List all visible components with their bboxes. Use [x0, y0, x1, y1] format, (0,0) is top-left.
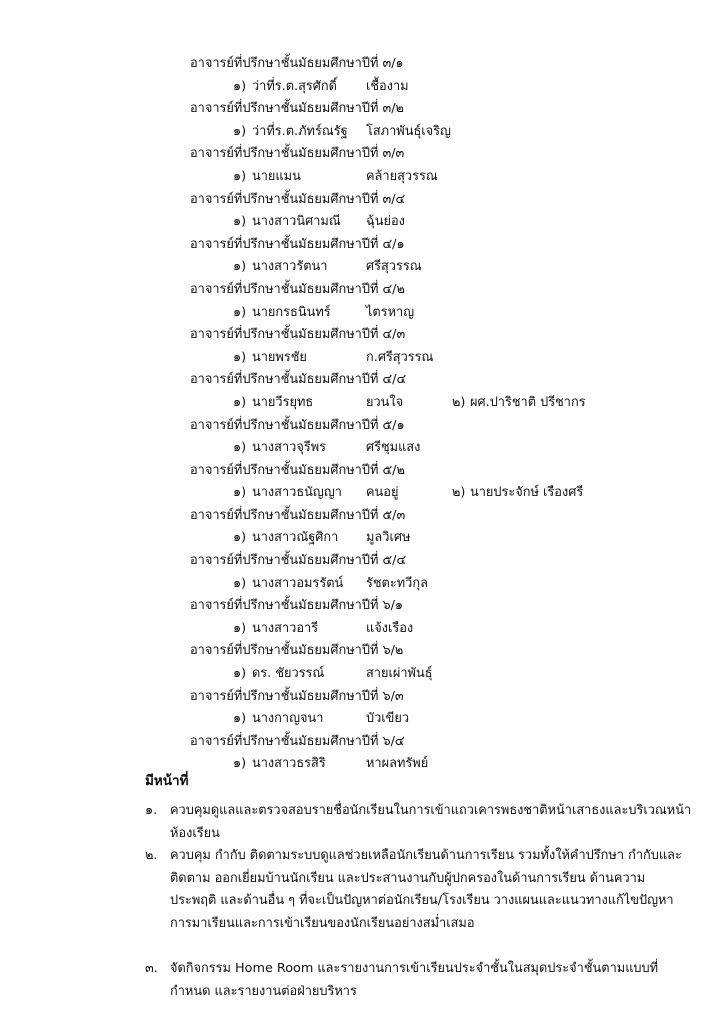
advisor-surname: รัชตะทวีกุล: [366, 575, 428, 591]
duty-line: ควบคุมดูแลและตรวจสอบรายชื่อนักเรียนในการเข้าแถวเคารพธงชาติหน้าเสาธงและบริเวณหน้า: [170, 803, 692, 818]
advisor-row: [0, 121, 724, 144]
advisor-name: นางสาวอารี: [252, 620, 319, 636]
advisor-name: นายพรชัย: [252, 349, 307, 365]
duty-line: จัดกิจกรรม Home Room และรายงานการเข้าเรียนประจำชั้นในสมุดประจำชั้นตามแบบที่: [170, 961, 659, 976]
advisor-name: นางสาวธนัญญา: [252, 485, 342, 501]
advisor-name: นางสาวรัตนา: [252, 259, 328, 275]
advisor-row: [0, 753, 724, 776]
duties-heading: มีหน้าที่: [145, 773, 189, 789]
advisor-number: ๑): [233, 440, 247, 456]
advisor-class-heading: อาจารย์ที่ปรึกษาชั้นมัธยมศึกษาปีที่ ๖/๒: [190, 643, 404, 659]
advisor-name: ว่าที่ร.ต.ภัทร์ณรัฐ: [252, 123, 348, 139]
advisor-surname: คล้ายสุวรรณ: [366, 168, 438, 184]
advisor-number: ๑): [233, 756, 247, 772]
duty-line: ประพฤติ และด้านอื่น ๆ ที่จะเป็นปัญหาต่อนักเรียน/โรงเรียน วางแผนและแนวทางแก้ไขปัญหา: [170, 893, 674, 909]
advisor-surname: บัวเขียว: [366, 711, 410, 727]
duty-number: ๓.: [145, 961, 158, 976]
advisor-class-heading: อาจารย์ที่ปรึกษาชั้นมัธยมศึกษาปีที่ ๖/๑: [190, 598, 404, 614]
advisor-number: ๑): [233, 620, 247, 636]
advisor-surname: หาผลทรัพย์: [366, 756, 429, 772]
duty-line: ควบคุม กำกับ ติดตามระบบดูแลช่วยเหลือนักเรียนด้านการเรียน รวมทั้งให้คำปรึกษา กำกับและ: [170, 848, 682, 863]
duty-text: [170, 958, 670, 1003]
advisor-row: [0, 663, 724, 686]
advisor-surname: โสภาพันธุ์เจริญ: [366, 123, 451, 139]
advisor-row: [0, 211, 724, 234]
advisor-number: ๑): [233, 530, 247, 546]
duty-line: การมาเรียนและการเข้าเรียนของนักเรียนอย่างสม่ำเสมอ: [170, 915, 475, 931]
advisor-name-2: นายประจักษ์ เรืองศรี: [470, 485, 584, 501]
advisor-class-heading: อาจารย์ที่ปรึกษาชั้นมัธยมศึกษาปีที่ ๓/๓: [190, 146, 405, 162]
duty-line: ติดตาม ออกเยี่ยมบ้านนักเรียน และประสานงานกับผู้ปกครองในด้านการเรียน ด้านความ: [170, 870, 646, 886]
advisor-class-heading: อาจารย์ที่ปรึกษาชั้นมัธยมศึกษาปีที่ ๔/๔: [190, 372, 407, 388]
advisor-name: ว่าที่ร.ต.สุรศักดิ์: [252, 78, 337, 94]
advisor-row: [0, 618, 724, 641]
advisor-row: [0, 347, 724, 370]
advisor-surname: ไตรหาญ: [366, 304, 415, 320]
advisor-row: [0, 573, 724, 596]
advisor-row: [0, 256, 724, 279]
advisor-class-heading: อาจารย์ที่ปรึกษาชั้นมัธยมศึกษาปีที่ ๓/๒: [190, 101, 404, 117]
advisor-surname: มูลวิเศษ: [366, 530, 411, 546]
advisor-number: ๑): [233, 666, 247, 682]
advisor-surname: ศรีชุมแสง: [366, 440, 421, 456]
advisor-surname: ศรีสุวรรณ: [366, 259, 422, 275]
advisor-class-heading: อาจารย์ที่ปรึกษาชั้นมัธยมศึกษาปีที่ ๕/๒: [190, 462, 405, 478]
duty-line: กำหนด และรายงานต่อฝ่ายบริหาร: [170, 983, 357, 999]
advisor-name: นางสาวจุรีพร: [252, 440, 327, 456]
duty-number: ๑.: [145, 803, 158, 818]
advisor-class-heading: อาจารย์ที่ปรึกษาชั้นมัธยมศึกษาปีที่ ๔/๓: [190, 327, 406, 343]
advisor-row: [0, 302, 724, 325]
advisor-class-heading: อาจารย์ที่ปรึกษาชั้นมัธยมศึกษาปีที่ ๔/๑: [190, 236, 405, 252]
advisor-row: [0, 708, 724, 731]
advisor-number: ๑): [233, 168, 247, 184]
advisor-row: [0, 482, 724, 505]
advisor-number: ๑): [233, 394, 247, 410]
advisor-class-heading: อาจารย์ที่ปรึกษาชั้นมัธยมศึกษาปีที่ ๖/๓: [190, 688, 404, 704]
advisor-class-heading: อาจารย์ที่ปรึกษาชั้นมัธยมศึกษาปีที่ ๓/๔: [190, 191, 406, 207]
advisor-name: ดร. ชัยวรรณ์: [252, 666, 325, 682]
advisor-surname: คนอยู่: [366, 485, 399, 501]
advisor-number: ๑): [233, 259, 247, 275]
advisor-name: นางกาญจนา: [252, 711, 324, 727]
advisor-number: ๑): [233, 78, 247, 94]
advisor-name: นางสาวนิศามณี: [252, 214, 341, 230]
advisor-name: นายวีรยุทธ: [252, 394, 314, 410]
advisor-class-heading: อาจารย์ที่ปรึกษาชั้นมัธยมศึกษาปีที่ ๖/๔: [190, 733, 405, 749]
advisor-number: ๑): [233, 214, 247, 230]
advisor-surname: ก.ศรีสุวรรณ: [366, 349, 434, 365]
advisor-row: [0, 527, 724, 550]
advisor-name: นางสาวณัฐศิกา: [252, 530, 339, 546]
advisor-name-2: ผศ.ปาริชาติ ปรีชากร: [470, 394, 586, 410]
advisor-number: ๑): [233, 485, 247, 501]
advisor-class-heading: อาจารย์ที่ปรึกษาชั้นมัธยมศึกษาปีที่ ๔/๒: [190, 281, 405, 297]
advisor-name: นางสาวธรสิริ: [252, 756, 326, 772]
duty-text: [170, 800, 692, 845]
advisor-class-heading: อาจารย์ที่ปรึกษาชั้นมัธยมศึกษาปีที่ ๕/๔: [190, 553, 407, 569]
advisor-number: ๑): [233, 123, 247, 139]
advisor-number: ๑): [233, 304, 247, 320]
advisor-number: ๑): [233, 711, 247, 727]
advisor-class-heading: อาจารย์ที่ปรึกษาชั้นมัธยมศึกษาปีที่ ๕/๑: [190, 417, 405, 433]
advisor-class-heading: อาจารย์ที่ปรึกษาชั้นมัธยมศึกษาปีที่ ๕/๓: [190, 507, 406, 523]
advisor-number: ๑): [233, 349, 247, 365]
advisor-surname: แจ้งเรือง: [366, 620, 414, 636]
advisor-row: [0, 392, 724, 415]
advisor-surname: ยวนใจ: [366, 394, 404, 410]
duty-number: ๒.: [145, 848, 158, 863]
advisor-surname: เชื้องาม: [366, 78, 409, 94]
advisor-row: [0, 76, 724, 99]
duty-line: ห้องเรียน: [170, 825, 220, 841]
advisor-row: [0, 166, 724, 189]
advisor-name: นายแมน: [252, 168, 301, 184]
advisor-surname: สายเผ่าพันธุ์: [366, 666, 433, 682]
advisor-number-2: ๒): [452, 485, 466, 501]
advisor-number: ๑): [233, 575, 247, 591]
advisor-row: [0, 437, 724, 460]
advisor-name: นายกรธนินทร์: [252, 304, 331, 320]
advisor-class-heading: อาจารย์ที่ปรึกษาชั้นมัธยมศึกษาปีที่ ๓/๑: [190, 56, 404, 71]
advisor-number-2: ๒): [452, 394, 466, 410]
duty-text: [170, 845, 682, 935]
advisor-list: [0, 53, 724, 776]
advisor-surname: ฉุ้นย่อง: [366, 214, 405, 230]
advisor-name: นางสาวอมรรัตน์: [252, 575, 344, 591]
